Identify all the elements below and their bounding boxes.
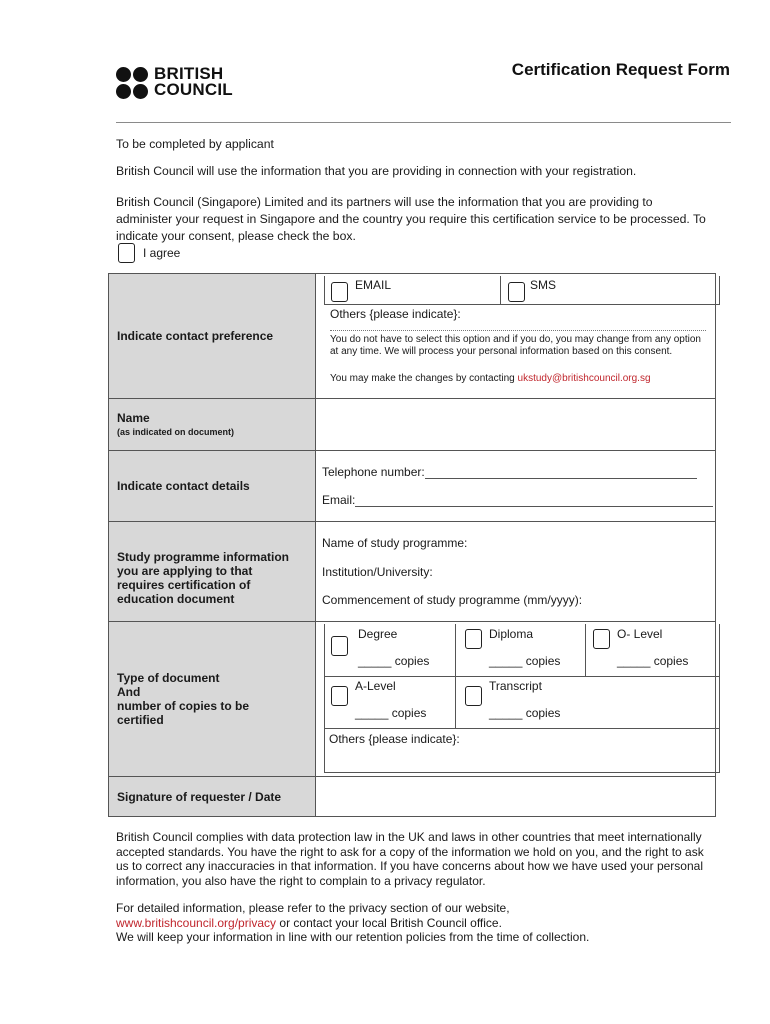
document-type-label: Type of document And number of copies to be certified: [109, 622, 316, 777]
diploma-label: Diploma: [489, 627, 534, 641]
logo-dots-icon: [116, 66, 152, 100]
sms-option-label: SMS: [530, 278, 557, 292]
a-level-checkbox[interactable]: [331, 686, 348, 706]
contact-details-field: [316, 451, 716, 522]
contact-details-row: [109, 451, 716, 522]
data-protection-text: British Council complies with data protection law in the UK and laws in other countries that meet internationally accepted standards. You have the right to ask for a copy of the information we hold on you, and the right to ask us to correct any inaccuracies in that information. If you have concerns about how we have used your personal information, you also have the right to complain to a privacy regulator.: [116, 830, 704, 888]
degree-copies[interactable]: _____ copies: [358, 654, 430, 668]
signature-label: Signature of requester / Date: [109, 777, 316, 817]
o-level-label: O- Level: [617, 627, 663, 641]
intro-instruction: To be completed by applicant: [116, 137, 274, 151]
privacy-info-text: For detailed information, please refer to the privacy section of our website, www.britishcouncil.org/privacy or contact your local British Council office. We will keep your information in line with our retention policies from the time of collection.: [116, 901, 590, 944]
support-email-link[interactable]: ukstudy@britishcouncil.org.sg: [517, 373, 651, 384]
contact-change-note: You may make the changes by contacting ukstudy@britishcouncil.org.sg: [330, 373, 651, 384]
institution-field[interactable]: Institution/University:: [322, 565, 433, 579]
contact-preference-label: Indicate contact preference: [109, 274, 316, 399]
email-option-label: EMAIL: [355, 278, 392, 292]
contact-details-label: Indicate contact details: [109, 451, 316, 522]
o-level-checkbox[interactable]: [593, 629, 610, 649]
signature-row: [109, 777, 716, 817]
agree-row: [118, 243, 180, 263]
o-level-copies[interactable]: _____ copies: [617, 654, 689, 668]
study-programme-field: [316, 522, 716, 622]
intro-registration-text: British Council will use the information that you are providing in connection with your registration.: [116, 164, 637, 178]
study-programme-row: [109, 522, 716, 622]
contact-others-label: Others {please indicate}:: [330, 307, 461, 321]
a-level-label: A-Level: [355, 679, 396, 693]
document-type-field: [316, 622, 716, 777]
study-name-field[interactable]: Name of study programme:: [322, 536, 468, 550]
diploma-checkbox[interactable]: [465, 629, 482, 649]
email-label: Email:: [322, 493, 356, 507]
a-level-copies[interactable]: _____ copies: [355, 706, 427, 720]
telephone-field[interactable]: [322, 465, 697, 479]
name-field[interactable]: [316, 399, 716, 451]
name-row: [109, 399, 716, 451]
contact-preference-field: [316, 274, 716, 399]
contact-preference-note: You do not have to select this option and if you do, you may change from any option at any time. We will process your personal information based on this consent.: [330, 334, 701, 357]
document-type-row: [109, 622, 716, 777]
signature-field[interactable]: [316, 777, 716, 817]
british-council-logo: [116, 66, 246, 100]
contact-others-line[interactable]: [330, 330, 706, 331]
degree-label: Degree: [358, 627, 398, 641]
contact-options-box: [324, 276, 720, 305]
document-options-grid: [324, 624, 720, 773]
transcript-checkbox[interactable]: [465, 686, 482, 706]
agree-checkbox[interactable]: [118, 243, 135, 263]
name-label: Name (as indicated on document): [109, 399, 316, 451]
email-checkbox[interactable]: [331, 282, 348, 302]
agree-label: I agree: [143, 246, 181, 260]
email-field[interactable]: [322, 493, 713, 507]
intro-consent-text: British Council (Singapore) Limited and its partners will use the information that you are providing to administer your request in Singapore and the country you require this certification service to be processed. To indicate your consent, please check the box.: [116, 195, 706, 243]
telephone-label: Telephone number:: [322, 465, 425, 479]
document-others-label[interactable]: Others {please indicate}:: [329, 732, 460, 746]
form-title: Certification Request Form: [511, 60, 730, 79]
privacy-link[interactable]: www.britishcouncil.org/privacy: [116, 915, 277, 930]
logo-text: BRITISH COUNCIL: [154, 64, 233, 99]
contact-preference-row: [109, 274, 716, 399]
study-programme-label: Study programme information you are applying to that requires certification of education document: [109, 522, 316, 622]
sms-checkbox[interactable]: [508, 282, 525, 302]
name-sub-label: (as indicated on document): [117, 426, 235, 437]
commencement-field[interactable]: Commencement of study programme (mm/yyyy):: [322, 593, 583, 607]
degree-checkbox[interactable]: [331, 636, 348, 656]
header-divider: [116, 122, 731, 123]
diploma-copies[interactable]: _____ copies: [489, 654, 561, 668]
transcript-copies[interactable]: _____ copies: [489, 706, 561, 720]
form-table: [108, 273, 716, 817]
transcript-label: Transcript: [489, 679, 542, 693]
